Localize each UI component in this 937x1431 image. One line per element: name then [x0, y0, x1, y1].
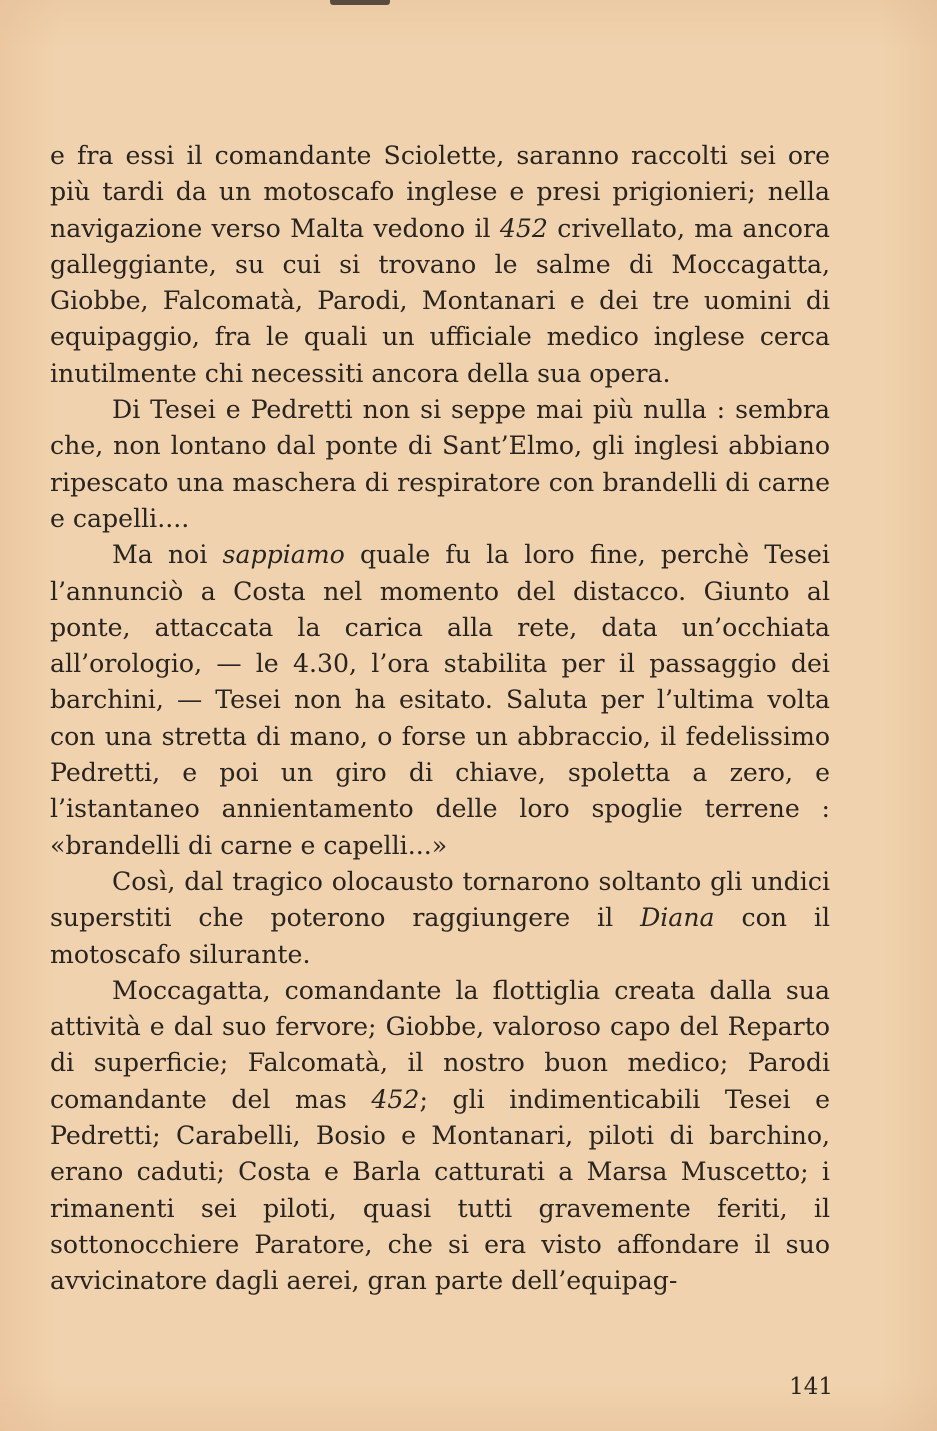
- paragraph-2: [50, 392, 830, 537]
- text-segment-italic: Diana: [640, 903, 715, 933]
- text-segment-italic: 452: [371, 1084, 420, 1114]
- text-segment: Moccagatta, comandante la flottiglia creata dalla sua attività e dal suo fervore; Giobbe, valoroso capo del Reparto di superficie; Falcomatà, il nostro buon medico; Parodi comandante del mas: [50, 975, 830, 1114]
- text-segment: con il motoscafo silurante.: [50, 903, 830, 969]
- text-segment: Ma noi: [112, 540, 223, 570]
- paragraph-5: [50, 973, 830, 1300]
- text-segment-italic: 452: [499, 213, 548, 243]
- text-segment: ; gli indimenticabili Tesei e Pedretti; Carabelli, Bosio e Montanari, piloti di barchino, erano caduti; Costa e Barla catturati a Marsa Muscetto; i rimanenti sei piloti, quasi tutti gravemente feriti, il sottonocchiere Paratore, che si era visto affondare il suo avvicinatore dagli aerei, gran parte dell’equipag-: [50, 1084, 830, 1296]
- text-segment: quale fu la loro fine, perchè Tesei l’annunciò a Costa nel momento del distacco. Giunto al ponte, attaccata la carica alla rete, data un’occhiata all’orologio, — le 4.30, l’ora stabilita per il passaggio dei barchini, — Tesei non ha esitato. Saluta per l’ultima volta con una stretta di mano, o forse un abbraccio, il fedelissimo Pedretti, e poi un giro di chiave, spoletta a zero, e l’istantaneo annientamento delle loro spoglie terrene : «brandelli di carne e capelli...»: [50, 540, 830, 860]
- text-segment: Di Tesei e Pedretti non si seppe mai più nulla : sembra che, non lontano dal ponte di Sant’Elmo, gli inglesi abbiano ripescato una maschera di respiratore con brandelli di carne e capelli....: [50, 395, 830, 533]
- text-segment: Così, dal tragico olocausto tornarono soltanto gli undici superstiti che poterono raggiungere il: [50, 866, 830, 933]
- paragraph-3: [50, 537, 830, 864]
- paragraph-4: [50, 864, 830, 973]
- scan-edge-mark: [330, 0, 390, 5]
- page-number: 141: [789, 1374, 833, 1400]
- paragraph-1: [50, 138, 830, 392]
- text-segment-italic: sappiamo: [222, 540, 345, 570]
- text-segment: e fra essi il comandante Sciolette, saranno raccolti sei ore più tardi da un motoscafo inglese e presi prigionieri; nella navigazione verso Malta vedono il: [50, 141, 830, 243]
- text-segment: crivellato, ma ancora galleggiante, su cui si trovano le salme di Moccagatta, Giobbe, Falcomatà, Parodi, Montanari e dei tre uomini di equipaggio, fra le quali un ufficiale medico inglese cerca inutilmente chi necessiti ancora della sua opera.: [50, 213, 830, 388]
- body-text: [50, 138, 830, 1300]
